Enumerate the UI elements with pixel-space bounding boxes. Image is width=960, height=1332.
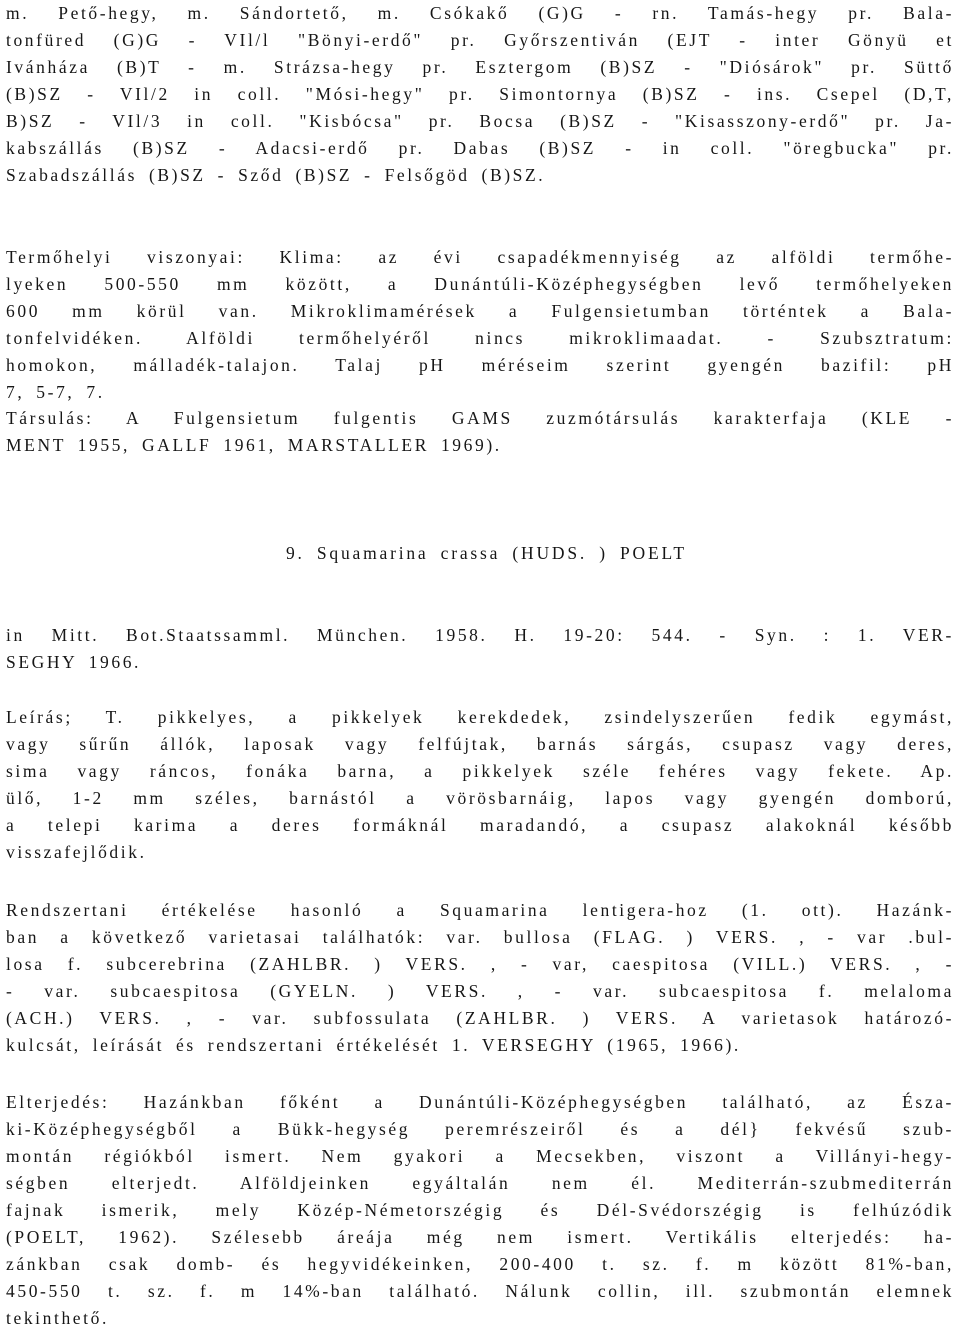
text-line: Rendszertani értékelése hasonló a Squamarina lentigera-hoz (1. ott). Hazánk- bbox=[6, 900, 954, 920]
habitat-paragraph bbox=[6, 244, 954, 406]
description-paragraph bbox=[6, 704, 954, 866]
text-line: MENT 1955, GALLF 1961, MARSTALLER 1969). bbox=[6, 435, 502, 455]
text-line: kulcsát, leírását és rendszertani értékelését 1. VERSEGHY (1965, 1966). bbox=[6, 1035, 741, 1055]
distribution-paragraph bbox=[6, 1089, 954, 1332]
text-line: 450-550 t. sz. f. m 14%-ban található. Nálunk collin, ill. szubmontán elemnek bbox=[6, 1281, 954, 1301]
text-line: - var. subcaespitosa (GYELN. ) VERS. , - var. subcaespitosa f. melaloma bbox=[6, 981, 954, 1001]
association-paragraph bbox=[6, 405, 954, 459]
text-line: (B)SZ - VIl/2 in coll. "Mósi-hegy" pr. Simontornya (B)SZ - ins. Csepel (D,T, bbox=[6, 84, 954, 104]
text-line: ki-Középhegységből a Bükk-hegység peremrészeiről és a dél} fekvésű szub- bbox=[6, 1119, 954, 1139]
text-line: lyeken 500-550 mm között, a Dunántúli-Középhegységben levő termőhelyeken bbox=[6, 274, 954, 294]
text-line: m. Pető-hegy, m. Sándortető, m. Csókakő (G)G - rn. Tamás-hegy pr. Bala- bbox=[6, 3, 954, 23]
text-line: Leírás; T. pikkelyes, a pikkelyek kerekdedek, zsindelyszerűen fedik egymást, bbox=[6, 707, 954, 727]
text-line: zánkban csak domb- és hegyvidékeinken, 200-400 t. sz. f. m között 81%-ban, bbox=[6, 1254, 954, 1274]
text-line: 7, 5-7, 7. bbox=[6, 382, 105, 402]
text-line: Ivánháza (B)T - m. Strázsa-hegy pr. Esztergom (B)SZ - "Diósárok" pr. Süttő bbox=[6, 57, 954, 77]
text-line: tonfelvidéken. Alföldi termőhelyéről nincs mikroklimaadat. - Szubsztratum: bbox=[6, 328, 954, 348]
text-line: vagy sűrűn állók, laposak vagy felfújtak, barnás sárgás, csupasz vagy deres, bbox=[6, 734, 954, 754]
text-line: in Mitt. Bot.Staatssamml. München. 1958. H. 19-20: 544. - Syn. : 1. VER- bbox=[6, 625, 954, 645]
species-heading: 9. Squamarina crassa (HUDS. ) POELT bbox=[286, 543, 687, 563]
text-line: (ACH.) VERS. , - var. subfossulata (ZAHLBR. ) VERS. A varietasok határozó- bbox=[6, 1008, 954, 1028]
text-line: a telepi karima a deres formáknál maradandó, a csupasz alakoknál később bbox=[6, 815, 954, 835]
text-line: ülő, 1-2 mm széles, barnástól a vörösbarnáig, lapos vagy gyengén domború, bbox=[6, 788, 954, 808]
taxonomy-paragraph bbox=[6, 897, 954, 1059]
text-line: homokon, málladék-talajon. Talaj pH méréseim szerint gyengén bazifil: pH bbox=[6, 355, 954, 375]
text-line: visszafejlődik. bbox=[6, 842, 147, 862]
text-line: fajnak ismerik, mely Közép-Németorszégig és Dél-Svédorszégig is felhúzódik bbox=[6, 1200, 954, 1220]
text-line: ban a következő varietasai találhatók: var. bullosa (FLAG. ) VERS. , - var .bul- bbox=[6, 927, 954, 947]
text-line: tekinthető. bbox=[6, 1308, 109, 1328]
text-line: Társulás: A Fulgensietum fulgentis GAMS zuzmótársulás karakterfaja (KLE - bbox=[6, 408, 954, 428]
text-line: 600 mm körül van. Mikroklimamérések a Fulgensietumban történtek a Bala- bbox=[6, 301, 954, 321]
text-line: montán régiókból ismert. Nem gyakori a Mecsekben, viszont a Villányi-hegy- bbox=[6, 1146, 954, 1166]
text-line: ségben elterjedt. Alföldjeinken egyáltalán nem él. Mediterrán-szubmediterrán bbox=[6, 1173, 954, 1193]
text-line: (POELT, 1962). Szélesebb áreája még nem ismert. Vertikális elterjedés: ha- bbox=[6, 1227, 954, 1247]
text-line: kabszállás (B)SZ - Adacsi-erdő pr. Dabas (B)SZ - in coll. "öregbucka" pr. bbox=[6, 138, 954, 158]
text-line: Elterjedés: Hazánkban főként a Dunántúli-Középhegységben található, az Észa- bbox=[6, 1092, 954, 1112]
text-line: Szabadszállás (B)SZ - Sződ (B)SZ - Felsőgöd (B)SZ. bbox=[6, 165, 546, 185]
text-line: B)SZ - VIl/3 in coll. "Kisbócsa" pr. Bocsa (B)SZ - "Kisasszony-erdő" pr. Ja- bbox=[6, 111, 954, 131]
text-line: Termőhelyi viszonyai: Klima: az évi csapadékmennyiség az alföldi termőhe- bbox=[6, 247, 954, 267]
text-line: tonfüred (G)G - VIl/l "Bönyi-erdő" pr. Győrszentiván (EJT - inter Gönyü et bbox=[6, 30, 954, 50]
locality-paragraph bbox=[6, 0, 954, 189]
text-line: sima vagy ráncos, fonáka barna, a pikkelyek széle fehéres vagy fekete. Ap. bbox=[6, 761, 954, 781]
text-line: SEGHY 1966. bbox=[6, 652, 142, 672]
text-line: losa f. subcerebrina (ZAHLBR. ) VERS. , - var, caespitosa (VILL.) VERS. , - bbox=[6, 954, 954, 974]
citation-paragraph bbox=[6, 622, 954, 676]
